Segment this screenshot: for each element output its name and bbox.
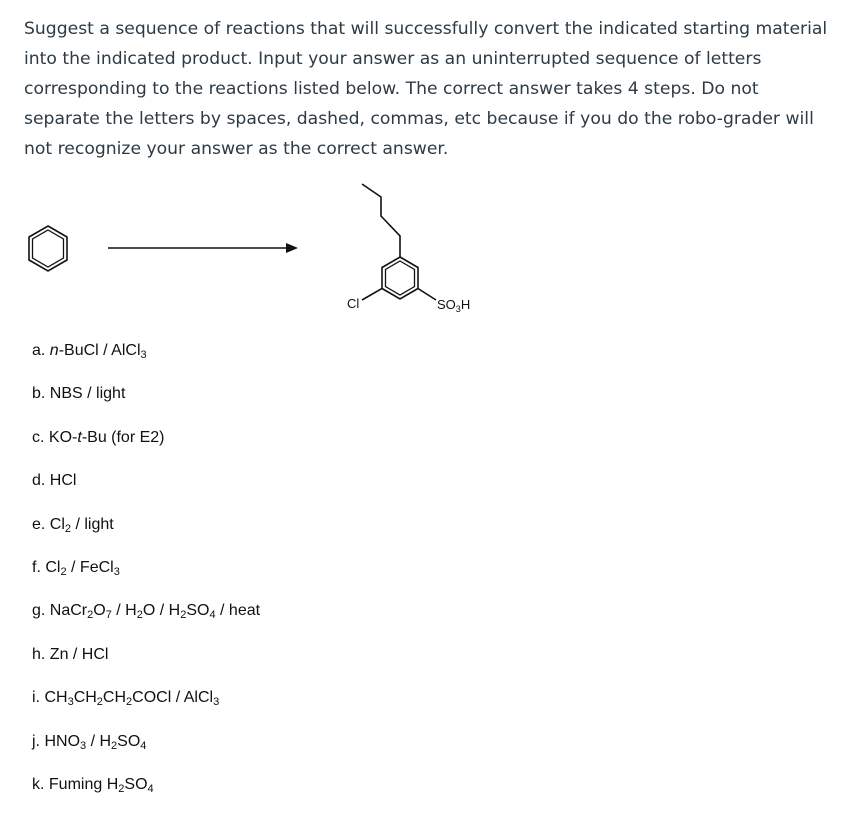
reagent-i: i. $CH_3CH_2CH_2COCl$ / AlCl$_3$ <box>32 689 220 709</box>
reagent-e: e. $Cl_2$ / light <box>32 515 114 535</box>
reagent-h: h. Zn / HCl <box>32 645 109 663</box>
reagent-k: k. Fuming $H_2SO_4$ <box>32 775 154 795</box>
reagent-a: a. n-BuCl / AlCl$_3$ <box>32 342 147 361</box>
reagent-f: f. $Cl_2$ / FeCl$_3$ <box>32 558 120 578</box>
chloro-label: Cl <box>347 296 360 311</box>
sulfonic-acid-label: $SO_3H$ <box>437 297 471 314</box>
reagent-c: c. KO-t-Bu (for E2) <box>32 428 165 446</box>
reagent-d: d. HCl <box>32 472 77 490</box>
reaction-arrow <box>108 243 298 253</box>
reaction-scheme <box>0 170 852 330</box>
question-text: Suggest a sequence of reactions that will successfully convert the indicated starting material into the indicated product. Input your answer as an uninterrupted sequence of letters corresponding to the reactions listed below. The correct answer takes 4 steps. Do not separate the letters by spaces, dashed, commas, etc because if you do the robo-grader will not recognize your answer as the correct answer. <box>24 19 828 159</box>
benzene-structure <box>29 226 67 271</box>
product-structure <box>362 184 436 300</box>
reagent-g: g. $NaCr_2O_7 / H_2O / H_2SO_4$ / heat <box>32 602 261 622</box>
reagent-b: b. NBS / light <box>32 385 126 403</box>
reagent-list <box>32 340 260 817</box>
reagent-j: j. $HNO_3 / H_2SO_4$ <box>32 732 147 752</box>
